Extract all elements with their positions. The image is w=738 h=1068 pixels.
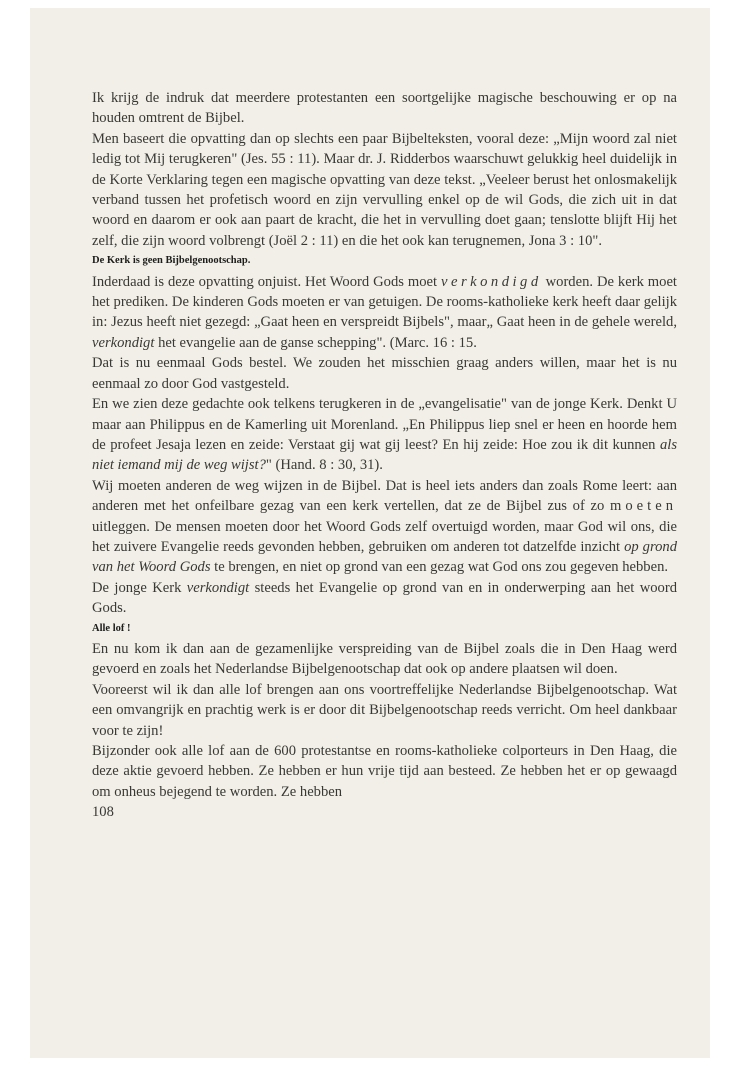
paragraph-9: Vooreerst wil ik dan alle lof brengen aan ons voortreffelijke Nederlandse Bijbelgenootschap. Wat een omvangrijk en prachtig werk is er door dit Bijbelgenootschap reeds verricht. Om heel dankbaar voor te zijn!	[92, 681, 677, 739]
book-page	[30, 8, 710, 1058]
paragraph-6-text-a: Wij moeten anderen de weg wijzen in de Bijbel. Dat is heel iets anders dan zoals Rome leert: aan anderen met het onfeilbare gezag van een kerk vertellen, dat ze de Bijbel zus of zo	[92, 477, 677, 515]
paragraph-3-text-e: het evangelie aan de ganse schepping". (Marc. 16 : 15.	[154, 334, 477, 351]
paragraph-5	[92, 394, 677, 476]
paragraph-1: Ik krijg de indruk dat meerdere protestanten een soortgelijke magische beschouwing er op na houden omtrent de Bijbel.	[92, 90, 677, 127]
paragraph-7	[92, 578, 677, 619]
paragraph-3-text-a: Inderdaad is deze opvatting onjuist. Het Woord Gods moet	[92, 273, 441, 290]
paragraph-5-emphasis: als niet iemand mij de weg wijst?	[92, 436, 677, 474]
section-heading-alle-lof: Alle lof !	[92, 622, 131, 634]
paragraph-7-emphasis: verkondigt	[186, 579, 250, 596]
section-heading-kerk: De Kerk is geen Bijbelgenootschap.	[92, 255, 251, 267]
paragraph-3-text-c: worden. De kerk moet het prediken. De kinderen Gods moeten er van getuigen. De rooms-katholieke kerk heeft daar gelijk in: Jezus heeft niet gezegd: „Gaat heen en verspreidt Bijbels", maar„ Gaat heen in de gehele wereld,	[92, 273, 677, 331]
paragraph-7-text-a: De jonge Kerk	[92, 579, 187, 596]
page-number: 108	[92, 804, 114, 821]
paragraph-3-emphasis-verkondigt: verkondigt	[92, 334, 155, 351]
paragraph-10: Bijzonder ook alle lof aan de 600 protestantse en rooms-katholieke colporteurs in Den Haag, die deze aktie gevoerd hebben. Ze hebben er hun vrije tijd aan besteed. Ze hebben het er op gewaagd om onheus bejegend te worden. Ze hebben	[92, 743, 677, 800]
paragraph-6-text-e: te brengen, en niet op grond van een gezag wat God ons zou gegeven hebben.	[210, 559, 669, 576]
paragraph-6	[92, 476, 677, 578]
paragraph-5-text-a: En we zien deze gedachte ook telkens terugkeren in de „evangelisatie" van de jonge Kerk. Denkt U maar aan Philippus en de Kamerling uit Morenland. „En Philippus liep snel er heen en hoorde hem de profeet Jesaja lezen en zeide: Verstaat gij wat gij leest? En hij zeide: Hoe zou ik dit kunnen	[92, 396, 677, 453]
paragraph-3-emphasis-verkondigd: verkondigd	[441, 273, 542, 290]
paragraph-7-text-c: steeds het Evangelie op grond van en in onderwerping aan het woord Gods.	[92, 579, 677, 617]
paragraph-6-text-c: uitleggen. De mensen moeten door het Woord Gods zelf overtuigd worden, maar God wil ons, die het zuivere Evangelie reeds gevonden hebben, gebruiken om anderen tot datzelfde inzicht	[92, 518, 677, 555]
paragraph-6-emphasis-woord-gods: op grond van het Woord Gods	[92, 538, 677, 576]
paragraph-3	[92, 272, 677, 354]
paragraph-6-emphasis-moeten: moeten	[610, 498, 677, 515]
page-text	[92, 88, 677, 823]
paragraph-5-text-c: " (Hand. 8 : 30, 31).	[265, 457, 383, 474]
paragraph-2: Men baseert die opvatting dan op slechts een paar Bijbelteksten, vooral deze: „Mijn woord zal niet ledig tot Mij terugkeren" (Jes. 55 : 11). Maar dr. J. Ridderbos waarschuwt gelukkig heel duidelijk in de Korte Verklaring tegen een magische opvatting van deze tekst. „Veeleer berust het onlosmakelijk verband tussen het profetisch woord en zijn vervulling enkel op de wil Gods, die zich uit in dat woord en daarom er ook aan paart de kracht, die het in vervulling doet gaan; tenslotte blijft Hij het zelf, die zijn woord volbrengt (Joël 2 : 11) en die het ook kan terugnemen, Jona 3 : 10".	[92, 130, 677, 249]
paragraph-4: Dat is nu eenmaal Gods bestel. We zouden het misschien graag anders willen, maar het is nu eenmaal zo door God vastgesteld.	[92, 355, 677, 392]
paragraph-8: En nu kom ik dan aan de gezamenlijke verspreiding van de Bijbel zoals die in Den Haag werd gevoerd en zoals het Nederlandse Bijbelgenootschap dat ook op andere plaatsen wil doen.	[92, 640, 677, 678]
